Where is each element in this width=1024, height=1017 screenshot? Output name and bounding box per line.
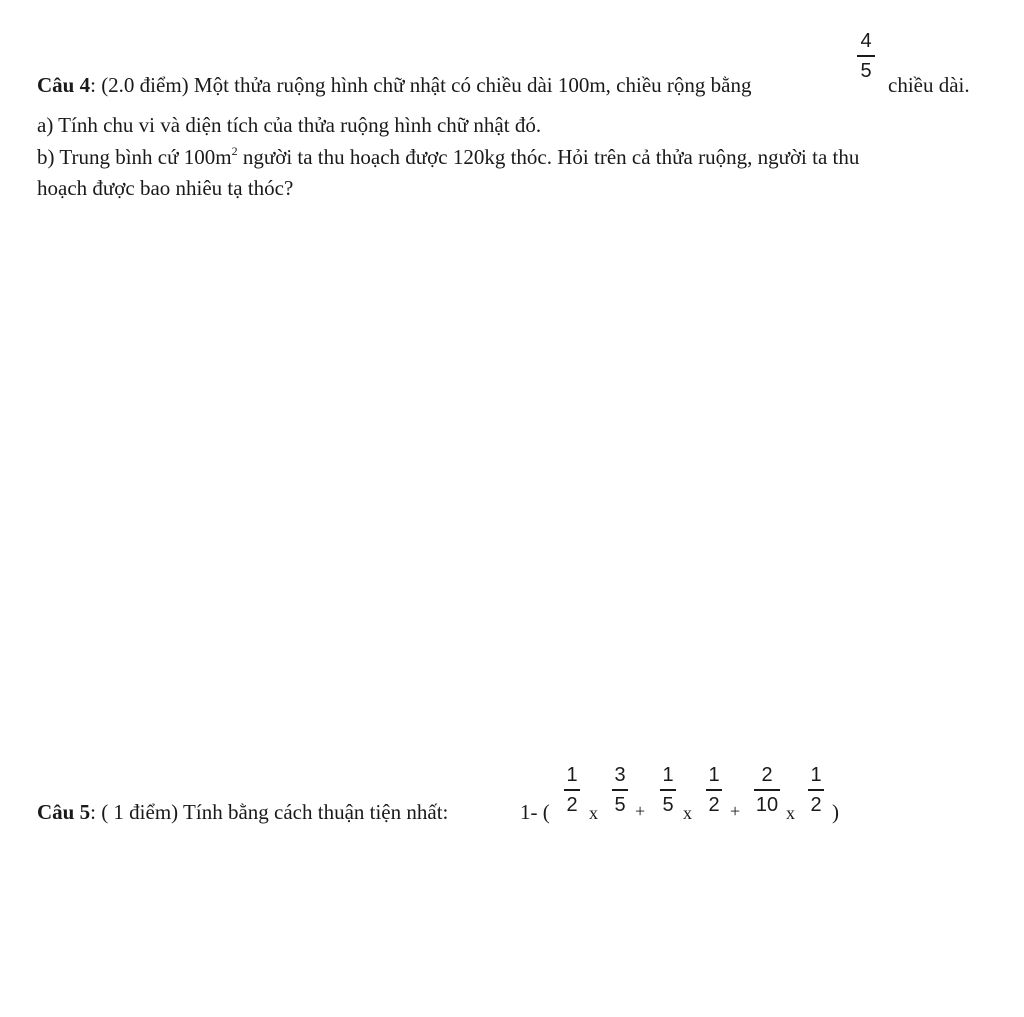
q5-fraction-1-numerator: 1 bbox=[566, 764, 578, 786]
q4-part-b-superscript: 2 bbox=[231, 144, 238, 158]
q5-fraction-6-denominator: 2 bbox=[810, 793, 822, 816]
q5-line bbox=[37, 800, 448, 825]
q5-fraction-2 bbox=[610, 765, 630, 815]
q4-label: Câu 4 bbox=[37, 73, 91, 97]
q5-label: Câu 5 bbox=[37, 800, 91, 824]
q5-fraction-3-bar bbox=[660, 789, 676, 791]
q5-operator-2: + bbox=[635, 801, 646, 821]
q4-part-b bbox=[37, 145, 859, 170]
q5-fraction-2-denominator: 5 bbox=[614, 793, 626, 816]
q5-text: : ( 1 điểm) Tính bằng cách thuận tiện nhất: bbox=[90, 800, 449, 824]
q4-fraction-denominator: 5 bbox=[860, 59, 872, 82]
q5-operator-3: x bbox=[683, 803, 692, 823]
q5-fraction-4 bbox=[704, 765, 724, 815]
q5-fraction-5 bbox=[752, 765, 782, 815]
q5-fraction-4-numerator: 1 bbox=[708, 764, 720, 786]
q4-fraction bbox=[856, 31, 876, 81]
q5-expr-start: 1- ( bbox=[520, 800, 550, 824]
q5-fraction-6-bar bbox=[808, 789, 824, 791]
q5-fraction-3-denominator: 5 bbox=[662, 793, 674, 816]
q5-fraction-5-numerator: 2 bbox=[761, 764, 773, 786]
q5-fraction-6 bbox=[806, 765, 826, 815]
q5-fraction-1 bbox=[562, 765, 582, 815]
q5-fraction-4-bar bbox=[706, 789, 722, 791]
q5-fraction-2-numerator: 3 bbox=[614, 764, 626, 786]
q5-operator-4: + bbox=[730, 801, 741, 821]
q5-fraction-1-bar bbox=[564, 789, 580, 791]
q4-part-b-post: người ta thu hoạch được 120kg thóc. Hỏi trên cả thửa ruộng, người ta thu bbox=[237, 145, 860, 169]
q5-fraction-3 bbox=[658, 765, 678, 815]
q5-operator-1: x bbox=[589, 803, 598, 823]
q4-intro-line bbox=[37, 73, 751, 98]
q4-intro-end: chiều dài. bbox=[888, 73, 970, 97]
q5-fraction-5-denominator: 10 bbox=[755, 793, 779, 816]
q5-fraction-4-denominator: 2 bbox=[708, 793, 720, 816]
q5-expr-end: ) bbox=[832, 800, 839, 824]
q5-operator-5: x bbox=[786, 803, 795, 823]
q4-intro: : (2.0 điểm) Một thửa ruộng hình chữ nhật có chiều dài 100m, chiều rộng bằng bbox=[90, 73, 752, 97]
q4-fraction-numerator: 4 bbox=[860, 30, 872, 52]
q5-fraction-1-denominator: 2 bbox=[566, 793, 578, 816]
q5-fraction-2-bar bbox=[612, 789, 628, 791]
q4-fraction-bar bbox=[857, 55, 875, 57]
q4-part-b-pre: b) Trung bình cứ 100m bbox=[37, 145, 232, 169]
q4-part-b-line2: hoạch được bao nhiêu tạ thóc? bbox=[37, 176, 294, 200]
q5-fraction-5-bar bbox=[754, 789, 780, 791]
q4-part-a: a) Tính chu vi và diện tích của thửa ruộng hình chữ nhật đó. bbox=[37, 113, 542, 137]
q5-fraction-3-numerator: 1 bbox=[662, 764, 674, 786]
q5-fraction-6-numerator: 1 bbox=[810, 764, 822, 786]
